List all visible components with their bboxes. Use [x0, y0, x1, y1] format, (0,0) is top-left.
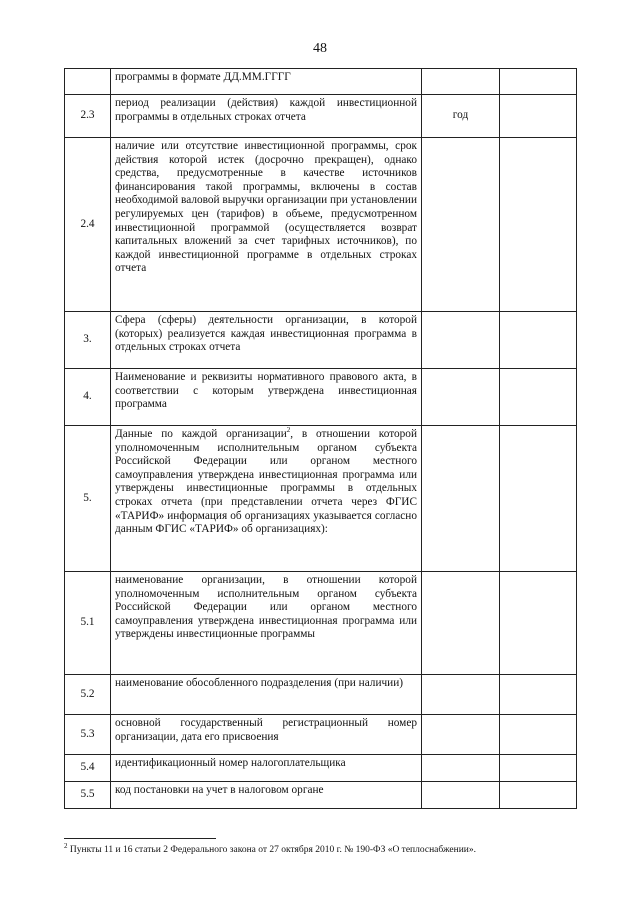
footnote-marker: 2 [64, 841, 68, 850]
footnote-text: Пункты 11 и 16 статьи 2 Федерального закона от 27 октября 2010 г. № 190-ФЗ «О теплоснабжении». [67, 845, 477, 855]
footnote-reference: 2 [286, 426, 291, 435]
row-description: основной государственный регистрационный номер организации, дата его присвоения [111, 715, 422, 755]
row-number: 5.4 [65, 755, 111, 782]
row-description: программы в формате ДД.ММ.ГГГГ [111, 69, 422, 95]
table-row [65, 426, 577, 572]
row-unit [422, 782, 500, 809]
row-description-part1: Данные по каждой организации [115, 428, 287, 440]
table-row [65, 572, 577, 675]
row-value [500, 426, 577, 572]
row-description-part2: , в отношении которой уполномоченным исполнительным органом субъекта Российской Федерации или органом местного самоуправления утверждена инвестиционная программа или утверждены инвестиционные программы в отдельных строках отчета (при представлении отчета через ФГИС «ТАРИФ» информация об организациях указывается согласно данным ФГИС «ТАРИФ» об организациях): [115, 428, 417, 536]
report-table [64, 68, 577, 809]
footnote-separator [64, 838, 216, 839]
row-unit [422, 715, 500, 755]
row-value [500, 572, 577, 675]
row-number: 2.4 [65, 138, 111, 312]
row-unit [422, 572, 500, 675]
row-unit [422, 755, 500, 782]
table-row [65, 782, 577, 809]
row-unit [422, 312, 500, 369]
row-value [500, 69, 577, 95]
row-unit [422, 369, 500, 426]
row-number: 5. [65, 426, 111, 572]
row-unit [422, 426, 500, 572]
row-number [65, 69, 111, 95]
row-description: период реализации (действия) каждой инвестиционной программы в отдельных строках отчета [111, 95, 422, 138]
table-row [65, 69, 577, 95]
row-number: 3. [65, 312, 111, 369]
row-value [500, 715, 577, 755]
row-description [111, 426, 422, 572]
table-row [65, 312, 577, 369]
row-description: наименование организации, в отношении которой уполномоченным исполнительным органом субъекта Российской Федерации или органом местного самоуправления утверждена инвестиционная программа или утверждены инвестиционные программы [111, 572, 422, 675]
row-description: наличие или отсутствие инвестиционной программы, срок действия которой истек (досрочно прекращен), однако средства, предусмотренные в качестве источников финансирования такой программы, включены в состав необходимой валовой выручки организации при установлении регулируемых цен (тарифов) в объеме, предусмотренном инвестиционной программой (осуществляется возврат капитальных вложений за счет тарифных источников), по каждой инвестиционной программе в отдельных строках отчета [111, 138, 422, 312]
table-row [65, 755, 577, 782]
row-value [500, 782, 577, 809]
row-unit [422, 138, 500, 312]
row-number: 5.2 [65, 675, 111, 715]
row-value [500, 312, 577, 369]
page-number: 48 [313, 41, 327, 56]
row-description: идентификационный номер налогоплательщика [111, 755, 422, 782]
row-description: Наименование и реквизиты нормативного правового акта, в соответствии с которым утверждена инвестиционная программа [111, 369, 422, 426]
row-unit: год [422, 95, 500, 138]
table-row [65, 675, 577, 715]
row-description: наименование обособленного подразделения (при наличии) [111, 675, 422, 715]
table-row [65, 138, 577, 312]
row-unit [422, 675, 500, 715]
row-value [500, 138, 577, 312]
table-row [65, 369, 577, 426]
row-number: 5.5 [65, 782, 111, 809]
row-value [500, 675, 577, 715]
row-number: 4. [65, 369, 111, 426]
table-row [65, 715, 577, 755]
row-value [500, 369, 577, 426]
row-number: 5.1 [65, 572, 111, 675]
row-description: код постановки на учет в налоговом органе [111, 782, 422, 809]
row-number: 2.3 [65, 95, 111, 138]
table-row [65, 95, 577, 138]
row-number: 5.3 [65, 715, 111, 755]
row-value [500, 95, 577, 138]
row-description: Сфера (сферы) деятельности организации, в которой (которых) реализуется каждая инвестиционная программа в отдельных строках отчета [111, 312, 422, 369]
footnote [64, 841, 584, 856]
row-value [500, 755, 577, 782]
row-unit [422, 69, 500, 95]
